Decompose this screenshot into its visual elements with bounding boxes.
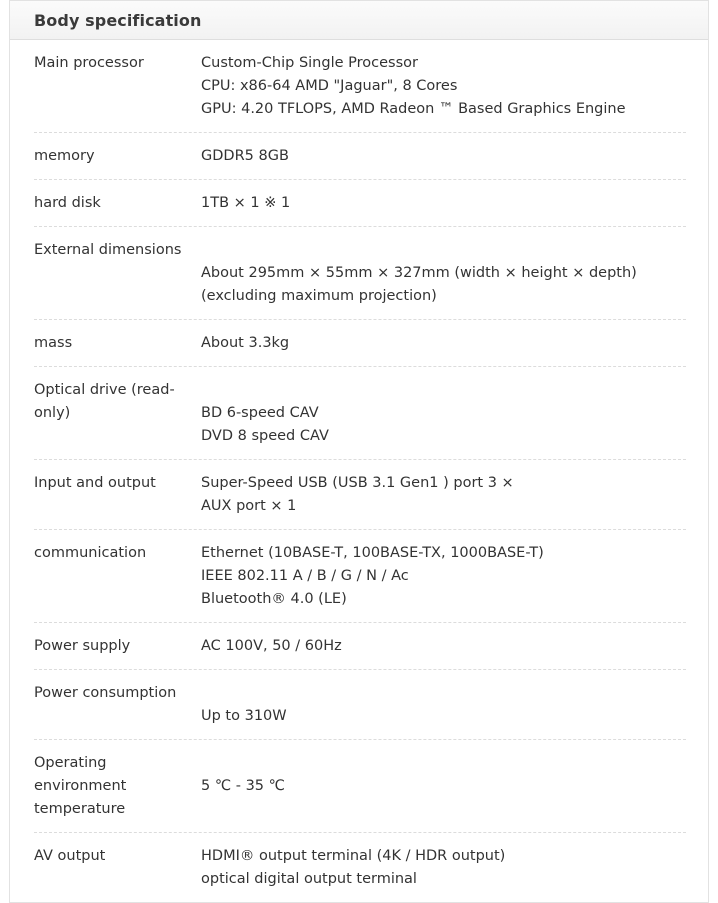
spec-label: AV output — [34, 848, 106, 864]
spec-value-line: Ethernet (10BASE-T, 100BASE-TX, 1000BASE-T) — [201, 545, 544, 561]
spec-value-line: DVD 8 speed CAV — [201, 428, 329, 444]
spec-value — [201, 682, 686, 728]
table-row — [34, 460, 686, 530]
spec-value — [201, 239, 686, 308]
spec-label: Input and output — [34, 475, 156, 491]
table-row — [34, 530, 686, 623]
spec-label: hard disk — [34, 195, 101, 211]
spec-value-line: About 3.3kg — [201, 335, 290, 351]
table-row — [34, 320, 686, 367]
spec-value-line: Up to 310W — [201, 708, 287, 724]
table-row — [34, 740, 686, 833]
spec-value — [201, 379, 686, 448]
spec-value — [201, 472, 686, 518]
spec-label: Optical drive (read-only) — [34, 382, 175, 421]
spec-value-line: 1TB × 1 ※ 1 — [201, 195, 291, 211]
table-row — [34, 180, 686, 227]
spec-label: mass — [34, 335, 73, 351]
spec-label: communication — [34, 545, 147, 561]
spec-label: Main processor — [34, 55, 144, 71]
spec-value-line: BD 6-speed CAV — [201, 405, 319, 421]
spec-value-line: GPU: 4.20 TFLOPS, AMD Radeon ™ Based Graphics Engine — [201, 101, 626, 117]
table-row — [34, 367, 686, 460]
spec-value — [201, 542, 686, 611]
spec-value-line: Bluetooth® 4.0 (LE) — [201, 591, 347, 607]
body-specification-panel — [9, 0, 709, 903]
spec-label: External dimensions — [34, 242, 182, 258]
table-row — [34, 40, 686, 133]
spec-label: Operating environment temperature — [34, 755, 127, 817]
table-row — [34, 133, 686, 180]
spec-value — [201, 332, 686, 355]
spec-label: memory — [34, 148, 95, 164]
spec-label: Power consumption — [34, 685, 177, 701]
spec-value-line: AUX port × 1 — [201, 498, 297, 514]
spec-label: Power supply — [34, 638, 131, 654]
spec-value-line: AC 100V, 50 / 60Hz — [201, 638, 342, 654]
specification-table — [10, 40, 708, 902]
spec-value — [201, 192, 686, 215]
panel-header — [10, 0, 708, 40]
table-row — [34, 227, 686, 320]
page-title: Body specification — [34, 10, 202, 30]
table-row — [34, 833, 686, 902]
spec-value-line: GDDR5 8GB — [201, 148, 289, 164]
spec-value-line: optical digital output terminal — [201, 871, 417, 887]
spec-value-line: (excluding maximum projection) — [201, 288, 437, 304]
spec-value — [201, 752, 686, 798]
spec-value-line: About 295mm × 55mm × 327mm (width × height × depth) — [201, 265, 637, 281]
spec-value-line: Custom-Chip Single Processor — [201, 55, 418, 71]
spec-value-line: Super-Speed USB (USB 3.1 Gen1 ) port 3 × — [201, 475, 514, 491]
spec-value — [201, 145, 686, 168]
spec-value — [201, 845, 686, 891]
spec-value — [201, 635, 686, 658]
table-row — [34, 670, 686, 740]
table-row — [34, 623, 686, 670]
spec-value-line: 5 ℃ - 35 ℃ — [201, 778, 285, 794]
spec-value-line: IEEE 802.11 A / B / G / N / Ac — [201, 568, 409, 584]
spec-value-line: CPU: x86-64 AMD "Jaguar", 8 Cores — [201, 78, 458, 94]
spec-value — [201, 52, 686, 121]
spec-value-line: HDMI® output terminal (4K / HDR output) — [201, 848, 506, 864]
